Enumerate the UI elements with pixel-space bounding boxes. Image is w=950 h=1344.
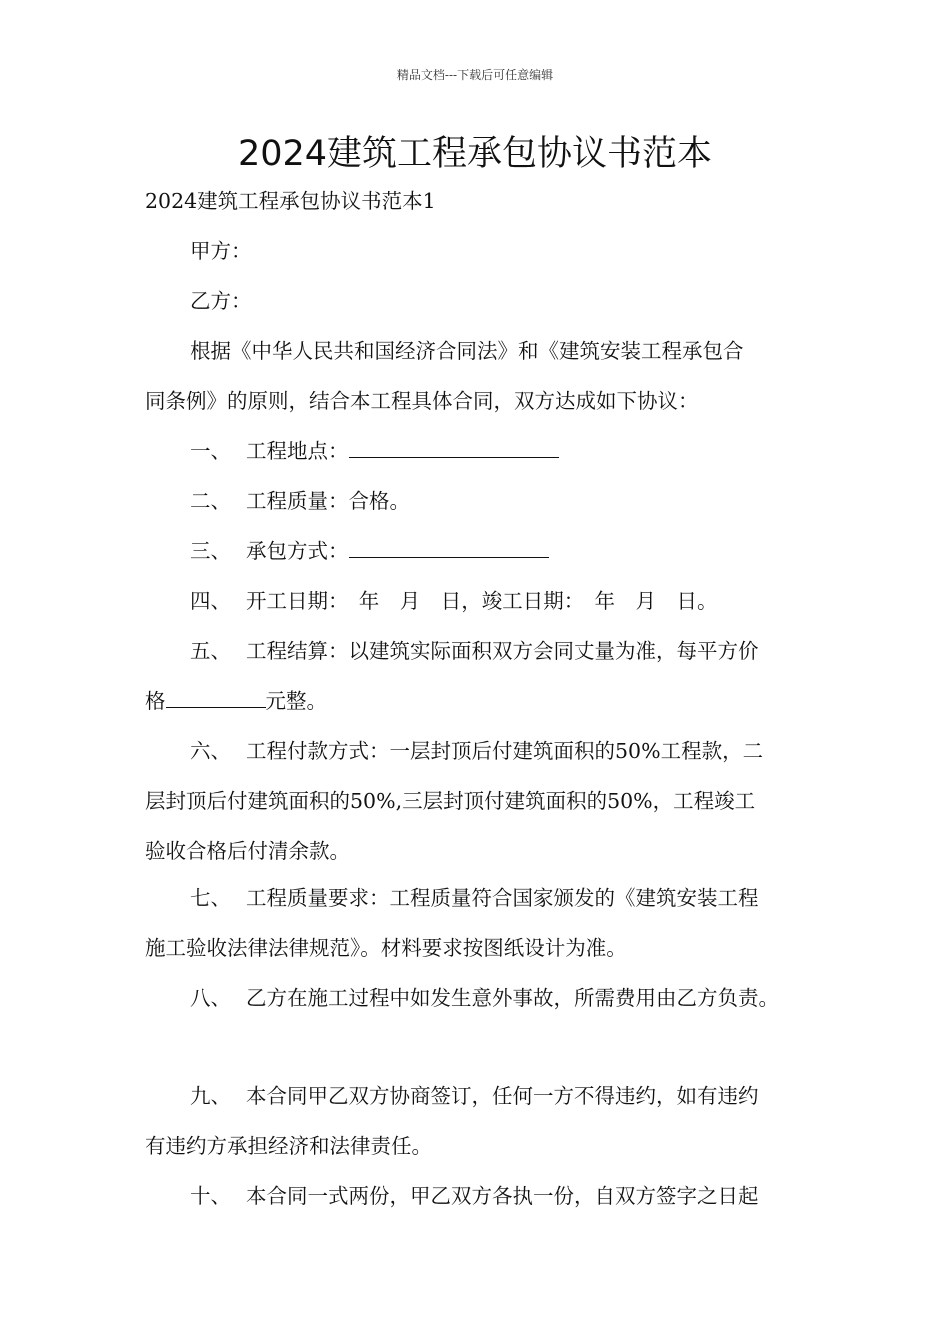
clause-text: 工程质量：合格。 bbox=[246, 489, 410, 513]
clause-text: 工程付款方式：一层封顶后付建筑面积的50%工程款，二 bbox=[246, 739, 764, 763]
party-b-label: 乙方： bbox=[190, 289, 252, 313]
clause-7 bbox=[190, 884, 759, 912]
clause-text: 本合同一式两份，甲乙双方各执一份，自双方签字之日起 bbox=[246, 1184, 759, 1208]
clause-10 bbox=[190, 1182, 759, 1210]
clause-text: 开工日期： 年 月 日，竣工日期： 年 月 日。 bbox=[246, 589, 718, 613]
blank-underline bbox=[349, 437, 559, 458]
clause-6 bbox=[190, 737, 763, 765]
clause-2 bbox=[190, 487, 410, 515]
clause-text: 工程结算：以建筑实际面积双方会同丈量为准，每平方价 bbox=[246, 639, 759, 663]
clause-7-cont: 施工验收法律法律规范》。材料要求按图纸设计为准。 bbox=[145, 936, 627, 960]
header-note: 精品文档---下载后可任意编辑 bbox=[396, 68, 554, 82]
intro-line-2: 同条例》的原则，结合本工程具体合同，双方达成如下协议： bbox=[145, 389, 699, 413]
clause-number: 六、 bbox=[190, 739, 231, 763]
clause-text: 本合同甲乙双方协商签订，任何一方不得违约，如有违约 bbox=[246, 1084, 759, 1108]
clause-text: 乙方在施工过程中如发生意外事故，所需费用由乙方负责。 bbox=[246, 986, 779, 1010]
clause-number: 二、 bbox=[190, 489, 231, 513]
clause-6-cont-1: 层封顶后付建筑面积的50%,三层封顶付建筑面积的50%，工程竣工 bbox=[145, 789, 756, 813]
clause-text: 工程地点： bbox=[246, 439, 349, 463]
party-a-label: 甲方： bbox=[190, 239, 252, 263]
clause-number: 七、 bbox=[190, 886, 231, 910]
subtitle: 2024建筑工程承包协议书范本1 bbox=[145, 189, 436, 213]
clause-5-cont bbox=[145, 687, 327, 715]
clause-number: 三、 bbox=[190, 539, 231, 563]
clause-8 bbox=[190, 984, 779, 1012]
clause-text: 承包方式： bbox=[246, 539, 349, 563]
clause-text: 格 bbox=[145, 689, 166, 713]
clause-number: 五、 bbox=[190, 639, 231, 663]
clause-text: 元整。 bbox=[265, 689, 327, 713]
clause-number: 八、 bbox=[190, 986, 231, 1010]
clause-5 bbox=[190, 637, 759, 665]
clause-3 bbox=[190, 537, 549, 565]
blank-underline bbox=[349, 537, 549, 558]
clause-number: 九、 bbox=[190, 1084, 231, 1108]
clause-9-cont: 有违约方承担经济和法律责任。 bbox=[145, 1134, 432, 1158]
clause-9 bbox=[190, 1082, 759, 1110]
clause-text: 工程质量要求：工程质量符合国家颁发的《建筑安装工程 bbox=[246, 886, 759, 910]
clause-6-cont-2: 验收合格后付清余款。 bbox=[145, 839, 350, 863]
document-title: 2024建筑工程承包协议书范本 bbox=[237, 134, 713, 174]
clause-1 bbox=[190, 437, 559, 465]
intro-line-1: 根据《中华人民共和国经济合同法》和《建筑安装工程承包合 bbox=[190, 339, 744, 363]
clause-number: 一、 bbox=[190, 439, 231, 463]
blank-underline bbox=[166, 687, 266, 708]
clause-number: 四、 bbox=[190, 589, 231, 613]
clause-number: 十、 bbox=[190, 1184, 231, 1208]
clause-4 bbox=[190, 587, 718, 615]
